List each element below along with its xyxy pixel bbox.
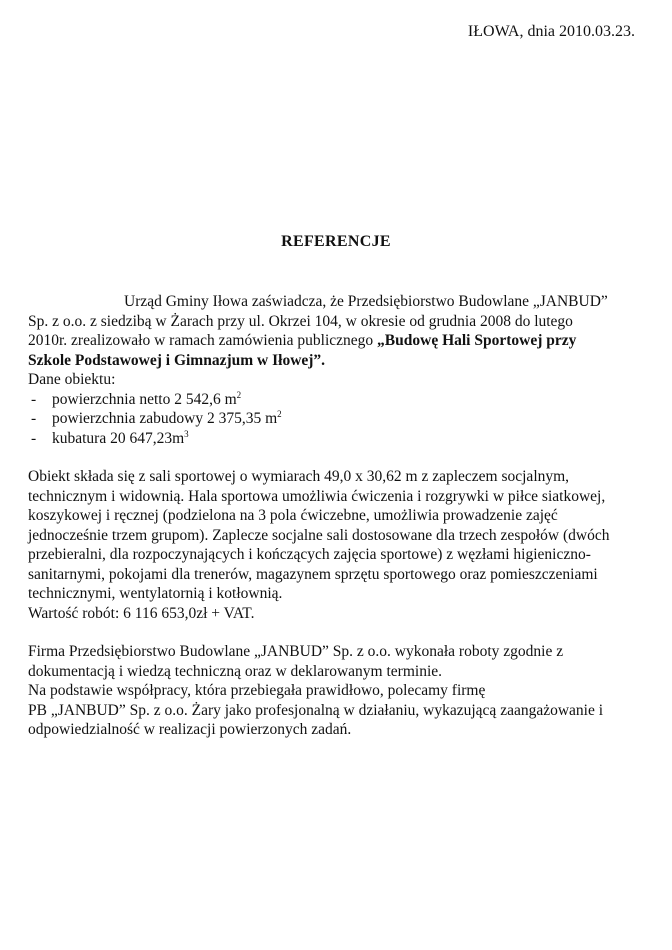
object-data-list (28, 390, 648, 449)
list-item-text: powierzchnia netto 2 542,6 m (52, 390, 237, 408)
text-line: Sp. z o.o. z siedzibą w Żarach przy ul. Okrzei 104, w okresie od grudnia 2008 do lutego (28, 312, 573, 330)
text-line: Na podstawie współpracy, która przebiegała prawidłowo, polecamy firmę (28, 682, 486, 699)
text-line: przebieralni, dla rozpoczynających i kończących zajęcia sportowe) z węzłami higieniczno- (28, 546, 591, 563)
text-line: Urząd Gminy Iłowa zaświadcza, że Przedsiębiorstwo Budowlane „JANBUD” (124, 293, 608, 310)
works-value: Wartość robót: 6 116 653,0zł + VAT. (28, 604, 255, 622)
paragraph-intro (28, 292, 648, 390)
project-name-part2: Szkole Podstawowej i Gimnazjum w Iłowej”. (28, 351, 326, 369)
text-line: technicznymi, wentylatornią i kotłownią. (28, 585, 283, 602)
text-line: PB „JANBUD” Sp. z o.o. Żary jako profesjonalną w działaniu, wykazującą zaangażowanie i (28, 701, 604, 719)
unit-exponent: 2 (277, 409, 282, 419)
list-item-text: kubatura 20 647,23m (52, 429, 185, 447)
text-line (28, 331, 648, 351)
unit-exponent: 3 (184, 428, 189, 439)
text-span: 2010r. zrealizowało w ramach zamówienia publicznego (28, 332, 378, 349)
paragraph-gap (28, 448, 648, 467)
text-line: jednocześnie trzem grupom). Zaplecze socjalne sali dostosowane dla trzech zespołów (dwóch (28, 526, 610, 544)
text-line: technicznym i widownią. Hala sportowa umożliwia ćwiczenia i rozgrywki w piłce siatkowej, (28, 487, 606, 505)
text-line: odpowiedzialność w realizacji powierzonych zadań. (28, 721, 352, 738)
text-line: Obiekt składa się z sali sportowej o wymiarach 49,0 x 30,62 m z zapleczem socjalnym, (28, 468, 570, 485)
document-title: REFERENCJE (281, 233, 391, 250)
list-item (28, 409, 648, 429)
bullet-dash: - (31, 429, 37, 447)
unit-exponent: 2 (236, 389, 242, 400)
text-line: dokumentacją i wiedzą techniczną oraz w deklarowanym terminie. (28, 662, 443, 680)
bullet-dash: - (31, 410, 37, 427)
paragraph-description (28, 467, 648, 623)
document-date: IŁOWA, dnia 2010.03.23. (467, 23, 635, 40)
paragraph-gap (28, 623, 648, 642)
text-line: Firma Przedsiębiorstwo Budowlane „JANBUD” Sp. z o.o. wykonała roboty zgodnie z (28, 643, 564, 660)
list-item (28, 390, 648, 410)
text-line: koszykowej i ręcznej (podzielona na 3 pola ćwiczebne, umożliwia prowadzenie zajęć (28, 507, 558, 524)
list-item-text: powierzchnia zabudowy 2 375,35 m (52, 410, 278, 427)
document-body (28, 292, 648, 740)
text-line: sanitarnymi, pokojami dla trenerów, magazynem sprzętu sportowego oraz pomieszczeniami (28, 565, 598, 583)
paragraph-recommendation (28, 642, 648, 740)
project-name-part1: „Budowę Hali Sportowej przy (377, 332, 577, 349)
list-item (28, 429, 648, 449)
object-data-heading: Dane obiektu: (28, 371, 116, 388)
bullet-dash: - (31, 390, 37, 408)
